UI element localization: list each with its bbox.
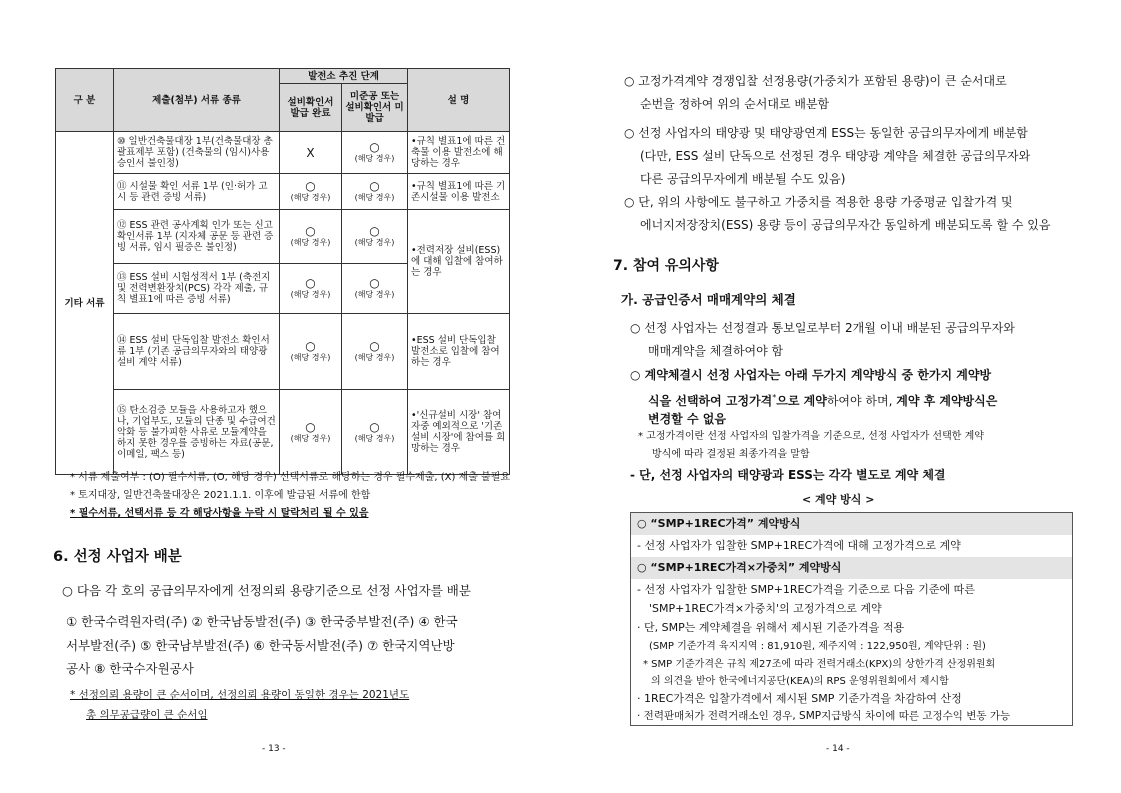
mark-note: (해당 경우) — [354, 433, 395, 443]
table-row — [56, 210, 510, 264]
bold-text: 계약 후 계약방식은 — [896, 394, 998, 408]
mark: ○ — [305, 339, 316, 353]
method-2-line: * SMP 기준가격은 규칙 제27조에 따라 전력거래소(KPX)의 상한가격 산정위원회 — [643, 659, 996, 670]
footnote: * 선정의뢰 용량이 큰 순서이며, 선정의뢰 용량이 동일한 경우는 2021년도 — [70, 689, 410, 701]
footnote: 방식에 따라 결정된 최종가격을 말함 — [652, 449, 810, 460]
doc-cell: ⑩ 일반건축물대장 1부(건축물대장 총괄표제부 포함) (건축물의 (임시)사용승인서 불인정) — [114, 132, 280, 174]
table-note: * 필수서류, 선택서류 등 각 해당사항을 누락 시 탈락처리 될 수 있음 — [70, 508, 369, 519]
mark-note: (해당 경우) — [290, 238, 331, 247]
table-row — [56, 314, 510, 390]
header-documents: 제출(첨부) 서류 종류 — [114, 69, 280, 132]
doc-cell: ⑫ ESS 관련 공사계획 인가 또는 신고 확인서류 1부 (지자체 공문 등 관련 증빙 서류, 임시 필증은 불인정) — [114, 210, 280, 264]
page-13 — [0, 0, 560, 793]
bold-text: 으로 계약 — [776, 394, 827, 408]
company-list-line: 공사 ⑧ 한국수자원공사 — [66, 661, 194, 676]
method-2-line: (SMP 기준가격 육지지역 : 81,910원, 제주지역 : 122,950원, 계약단위 : 원) — [649, 641, 986, 652]
mark-note: (해당 경우) — [354, 154, 395, 163]
desc-cell: •ESS 설비 단독입찰 발전소로 입찰에 참여하는 경우 — [408, 314, 510, 390]
method-2-line: - 선정 사업자가 입찰한 SMP+1REC가격을 기준으로 다음 기준에 따른 — [637, 583, 975, 596]
mark: ○ — [305, 419, 316, 434]
required-documents-table — [55, 68, 510, 475]
plain-text: 하여야 하며, — [826, 394, 897, 408]
bullet-line: 변경할 수 없음 — [648, 412, 726, 426]
bullet-line: ○ 선정 사업자의 태양광 및 태양광연계 ESS는 동일한 공급의무자에게 배분함 — [624, 126, 1028, 140]
group-label: 기타 서류 — [56, 132, 114, 475]
mark: ○ — [369, 276, 380, 290]
company-list-line: 서부발전(주) ⑤ 한국남부발전(주) ⑥ 한국동서발전(주) ⑦ 한국지역난방 — [66, 638, 455, 653]
company-list-line: ① 한국수력원자력(주) ② 한국남동발전(주) ③ 한국중부발전(주) ④ 한국 — [66, 614, 458, 629]
doc-cell: ⑪ 시설물 확인 서류 1부 (인·허가 고시 등 관련 증빙 서류) — [114, 174, 280, 210]
doc-cell: ⑬ ESS 설비 시험성적서 1부 (축전지 및 전력변환장치(PCS) 각각 제출, 규칙 별표1에 따른 증빙 서류) — [114, 264, 280, 314]
doc-cell: ⑮ 탄소검증 모듈을 사용하고자 했으나, 기업부도, 모듈의 단종 및 수급여건 악화 등 불가피한 사유로 모듈계약을 하지 못한 경우를 증빙하는 자료(공문, 이메일, 팩스 등) — [114, 390, 280, 475]
table-row — [56, 132, 510, 174]
mark: ○ — [305, 276, 316, 290]
desc-cell: •'신규설비 시장' 참여자중 예외적으로 '기존설비 시장'에 참여를 희망하는 경우 — [408, 390, 510, 475]
method-2-line: · 단, SMP는 계약체결을 위해서 제시된 기준가격을 적용 — [637, 621, 905, 634]
section-7-title: 7. 참여 유의사항 — [613, 258, 719, 274]
header-stage: 발전소 추진 단계 — [280, 69, 408, 84]
section-6-title: 6. 선정 사업자 배분 — [53, 549, 182, 565]
table-note: * 토지대장, 일반건축물대장은 2021.1.1. 이후에 발급된 서류에 한함 — [70, 490, 371, 501]
page-number: - 14 - — [826, 744, 850, 754]
dash-note: - 단, 선정 사업자의 태양광과 ESS는 각각 별도로 계약 체결 — [630, 468, 946, 482]
bullet-line: 다른 공급의무자에게 배분될 수도 있음) — [640, 172, 846, 186]
mark-note: (해당 경우) — [290, 193, 331, 202]
bullet-line: ○ 고정가격계약 경쟁입찰 선정용량(가중치가 포함된 용량)이 큰 순서대로 — [624, 74, 1007, 88]
method-2-line: · 전력판매처가 전력거래소인 경우, SMP지급방식 차이에 따른 고정수익 변동 가능 — [637, 710, 1011, 722]
contract-methods-heading: < 계약 방식 > — [802, 493, 875, 506]
mark-note: (해당 경우) — [354, 353, 395, 362]
bullet-line: 에너지저장장치(ESS) 용량 등이 공급의무자간 동일하게 배분되도록 할 수 있음 — [640, 218, 1051, 232]
bullet-line: ○ 단, 위의 사항에도 불구하고 가중치를 적용한 용량 가중평균 입찰가격 및 — [624, 195, 1013, 209]
bullet-line: 매매계약을 체결하여야 함 — [648, 344, 784, 358]
mark: ○ — [305, 179, 316, 193]
mark-note: (해당 경우) — [290, 353, 331, 362]
mark-note: (해당 경우) — [290, 433, 331, 443]
bullet-line: (다만, ESS 설비 단독으로 선정된 경우 태양광 계약을 체결한 공급의무자와 — [640, 149, 1031, 163]
table-note: * 서류 제출여부 : (O) 필수서류, (O, 해당 경우) 선택서류로 해당하는 경우 필수제출, (X) 제출 불필요 — [70, 472, 511, 483]
desc-cell: •규칙 별표1에 따른 건축물 이용 발전소에 해당하는 경우 — [408, 132, 510, 174]
method-2-line: 'SMP+1REC가격×가중치'의 고정가격으로 계약 — [649, 602, 882, 615]
desc-cell: •전력저장 설비(ESS)에 대해 입찰에 참여하는 경우 — [408, 210, 510, 314]
table-row — [56, 390, 510, 475]
footnote-marker: * — [772, 393, 777, 402]
mark: ○ — [305, 224, 316, 238]
header-stage-issued: 설비확인서 발급 완료 — [280, 84, 342, 132]
mark: ○ — [369, 140, 380, 154]
mark: X — [306, 145, 315, 160]
mark: ○ — [369, 339, 380, 353]
method-2-title: ○ “SMP+1REC가격×가중치” 계약방식 — [631, 557, 1072, 579]
bullet-line: ○ 계약체결시 선정 사업자는 아래 두가지 계약방식 중 한가지 계약방 — [630, 368, 992, 382]
method-1-desc: - 선정 사업자가 입찰한 SMP+1REC가격에 대해 고정가격으로 계약 — [637, 539, 961, 552]
method-2-line: 의 의견을 받아 한국에너지공단(KEA)의 RPS 운영위원회에서 제시함 — [651, 676, 949, 687]
mark: ○ — [369, 179, 380, 193]
mark-note: (해당 경우) — [354, 238, 395, 247]
doc-cell: ⑭ ESS 설비 단독입찰 발전소 확인서류 1부 (기존 공급의무자와의 태양광 설비 계약 서류) — [114, 314, 280, 390]
footnote: * 고정가격이란 선정 사업자의 입찰가격을 기준으로, 선정 사업자가 선택한 계약 — [638, 431, 984, 442]
table-row — [56, 174, 510, 210]
header-category: 구 분 — [56, 69, 114, 132]
header-stage-not-issued: 미준공 또는 설비확인서 미발급 — [342, 84, 408, 132]
mark-note: (해당 경우) — [290, 290, 331, 299]
mark-note: (해당 경우) — [354, 290, 395, 299]
footnote: 총 의무공급량이 큰 순서임 — [86, 709, 208, 721]
bullet-line: ○ 선정 사업자는 선정결과 통보일로부터 2개월 이내 배분된 공급의무자와 — [630, 321, 1015, 335]
header-description: 설 명 — [408, 69, 510, 132]
bold-text: 식을 선택하여 고정가격 — [648, 394, 773, 408]
bullet-line: 순번을 정하여 위의 순서대로 배분함 — [640, 97, 830, 111]
page-number: - 13 - — [262, 744, 286, 754]
mark: ○ — [369, 419, 380, 434]
method-2-line: · 1REC가격은 입찰가격에서 제시된 SMP 기준가격을 차감하여 산정 — [637, 692, 962, 705]
mark: ○ — [369, 224, 380, 238]
section-6-intro: ○ 다음 각 호의 공급의무자에게 선정의뢰 용량기준으로 선정 사업자를 배분 — [62, 583, 471, 598]
contract-methods-box — [630, 512, 1073, 726]
mark-note: (해당 경우) — [354, 193, 395, 202]
desc-cell: •규칙 별표1에 따른 기존시설물 이용 발전소 — [408, 174, 510, 210]
subsection-a-title: 가. 공급인증서 매매계약의 체결 — [621, 292, 796, 307]
method-1-title: ○ “SMP+1REC가격” 계약방식 — [631, 513, 1072, 535]
